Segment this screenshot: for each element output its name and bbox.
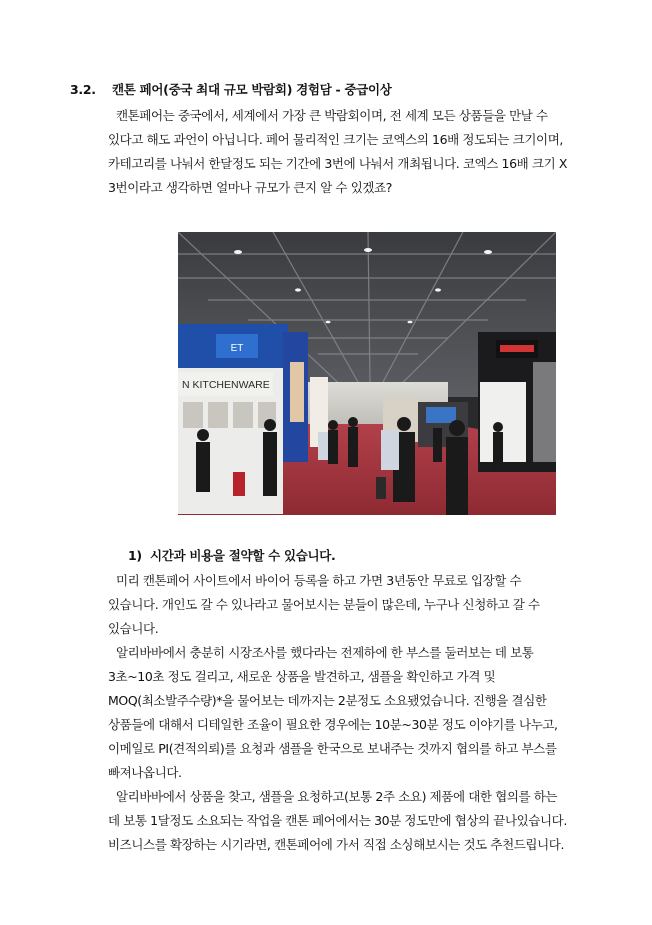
body-line: MOQ(최소발주수량)*을 물어보는 데까지는 2분정도 소요됐었습니다. 진행을 결심한 [108, 693, 547, 708]
intro-line: 캔톤페어는 중국에서, 세계에서 가장 큰 박람회이며, 전 세계 모든 상품들을 만날 수 [116, 108, 548, 123]
subsection-heading [128, 546, 336, 564]
intro-line: 3번이라고 생각하면 얼마나 규모가 큰지 알 수 있겠죠? [108, 180, 392, 195]
subsection-number: 1) [128, 548, 142, 563]
body-line: 3초~10초 정도 걸리고, 새로운 상품을 발견하고, 샘플을 확인하고 가격 및 [108, 669, 496, 684]
intro-line: 카테고리를 나눠서 한달정도 되는 기간에 3번에 나눠서 개최됩니다. 코엑스 16배 크기 X [108, 156, 567, 171]
body-line: 알리바바에서 충분히 시장조사를 했다라는 전제하에 한 부스를 둘러보는 데 보통 [116, 645, 534, 660]
section-heading [70, 80, 392, 98]
body-line: 알리바바에서 상품을 찾고, 샘플을 요청하고(보통 2주 소요) 제품에 대한 협의를 하는 [116, 789, 558, 804]
body-line: 미리 캔톤페어 사이트에서 바이어 등록을 하고 가면 3년동안 무료로 입장할 수 [116, 573, 522, 588]
body-line: 데 보통 1달정도 소요되는 작업을 캔톤 페어에서는 30분 정도만에 협상의 끝나있습니다. [108, 813, 567, 828]
body-line: 상품들에 대해서 디테일한 조율이 필요한 경우에는 10분~30분 정도 이야기를 나누고, [108, 717, 558, 732]
booth-sign-text: N KITCHENWARE [182, 379, 270, 391]
body-paragraph [108, 569, 628, 857]
subsection-title: 시간과 비용을 절약할 수 있습니다. [150, 548, 336, 563]
booth-logo-text: ET [230, 343, 244, 354]
body-line: 빠져나옵니다. [108, 765, 182, 780]
intro-paragraph [108, 104, 628, 200]
body-line: 있습니다. 개인도 갈 수 있나라고 물어보시는 분들이 많은데, 누구나 신청하고 갈 수 [108, 597, 540, 612]
canton-fair-photo [178, 232, 556, 515]
body-line: 비즈니스를 확장하는 시기라면, 캔톤페어에 가서 직접 소싱해보시는 것도 추천드립니다. [108, 837, 565, 852]
body-line: 있습니다. [108, 621, 159, 636]
section-number: 3.2. [70, 82, 96, 97]
section-title: 캔톤 페어(중국 최대 규모 박람회) 경험담 - 중급이상 [112, 82, 392, 97]
intro-line: 있다고 해도 과언이 아닙니다. 페어 물리적인 크기는 코엑스의 16배 정도되는 크기이며, [108, 132, 563, 147]
body-line: 이메일로 PI(견적의뢰)를 요청과 샘플을 한국으로 보내주는 것까지 협의를 하고 부스를 [108, 741, 557, 756]
